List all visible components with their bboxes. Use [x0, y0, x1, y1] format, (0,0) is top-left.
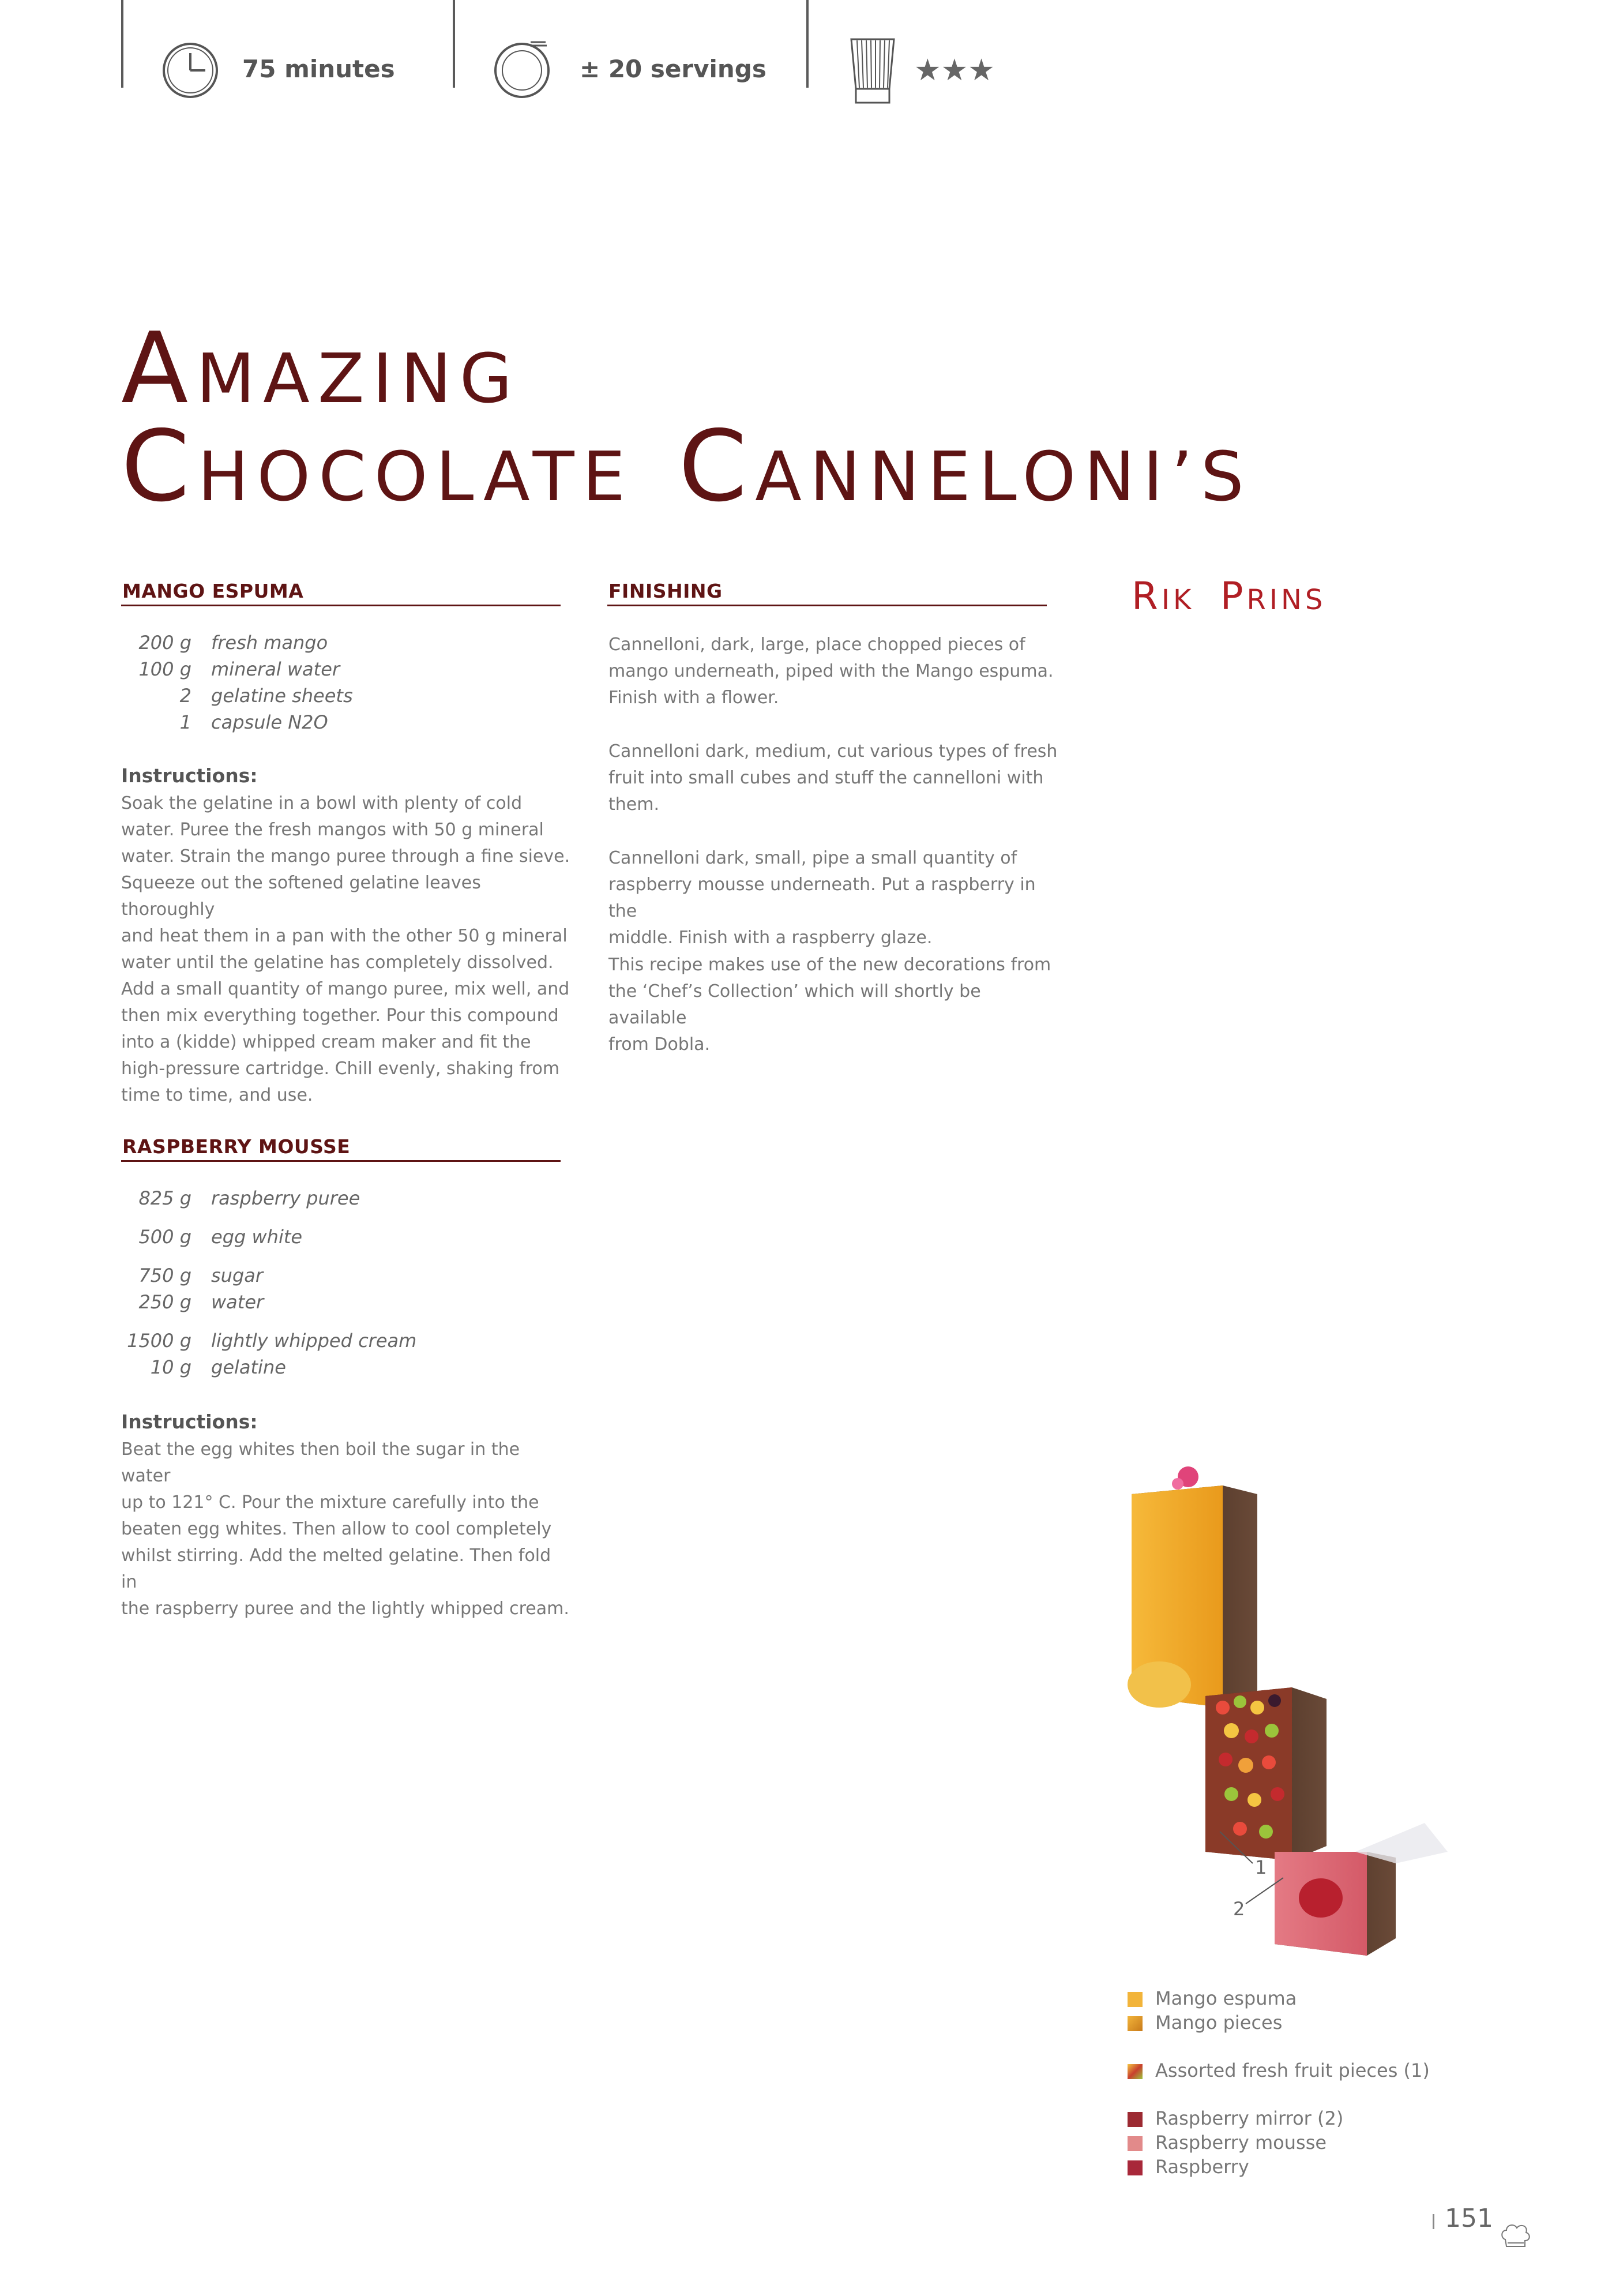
legend-swatch: [1128, 2160, 1143, 2175]
recipe-title-line-1: AMAZING: [121, 312, 521, 426]
legend-swatch: [1128, 1992, 1143, 2007]
cannelloni-photo: [1125, 1454, 1528, 1973]
legend-swatch: [1128, 2112, 1143, 2127]
legend-swatch: [1128, 2136, 1143, 2151]
header-divider-1: [121, 0, 123, 88]
raspberry-instructions-text: Beat the egg whites then boil the sugar in the water up to 121° C. Pour the mixture carefully into the beaten egg whites. Then allow to cool completely whilst stirring. Add the melted gelatine. Then fold in the raspberry puree and the lightly whipped cream.: [121, 1439, 569, 1619]
finishing-paragraph-1: Cannelloni, dark, large, place chopped pieces of mango underneath, piped with the Mango espuma. Finish with a flower.: [608, 635, 1054, 708]
mango-ingredients: 200 g fresh mango 100 g mineral water 2 gelatine sheets 1 capsule N2O: [138, 632, 353, 733]
raspberry-ingredients: 825 g raspberry puree 500 g egg white 750 g sugar 250 g water 1500 g lightly whipped cream 10 g gelatine: [127, 1187, 417, 1378]
finishing-heading-rule: [607, 605, 1047, 606]
large-cannelloni: [1128, 1466, 1257, 1708]
chef-hat-small-icon: [1500, 2222, 1532, 2251]
finishing-heading: FINISHING: [608, 580, 723, 602]
finishing-paragraph-4: This recipe makes use of the new decorations from the ‘Chef’s Collection’ which will shortly be available from Dobla.: [608, 955, 1051, 1055]
legend-swatch: [1128, 2016, 1143, 2031]
raspberry-instructions-label: Instructions:: [121, 1410, 258, 1433]
recipe-title-line-2: CHOCOLATE CANNELONI’S: [121, 410, 1252, 524]
difficulty-stars: ★★★: [914, 53, 995, 88]
clock-icon: [160, 40, 220, 100]
raspberry-heading-rule: [121, 1160, 561, 1162]
servings: ± 20 servings: [580, 55, 766, 83]
header-divider-2: [453, 0, 455, 88]
mango-instructions-label: Instructions:: [121, 764, 258, 787]
chef-hat-icon: [848, 36, 897, 105]
page-number-divider: [1433, 2214, 1434, 2229]
mango-espuma-heading: MANGO ESPUMA: [122, 580, 304, 602]
prep-time: 75 minutes: [242, 55, 395, 83]
finishing-paragraph-2: Cannelloni dark, medium, cut various types of fresh fruit into small cubes and stuff the cannelloni with them.: [608, 741, 1058, 815]
finishing-paragraph-3: Cannelloni dark, small, pipe a small quantity of raspberry mousse underneath. Put a raspberry in the middle. Finish with a raspberry glaze.: [608, 848, 1036, 948]
mango-heading-rule: [121, 605, 561, 606]
raspberry-mousse-heading: RASPBERRY MOUSSE: [122, 1135, 351, 1158]
page-number: 151: [1445, 2204, 1493, 2233]
header-divider-3: [806, 0, 809, 88]
mango-instructions-text: Soak the gelatine in a bowl with plenty of cold water. Puree the fresh mangos with 50 g mineral water. Strain the mango puree through a fine sieve. Squeeze out the softened gelatine leaves thoroughly and heat them in a pan with the other 50 g mineral water until the gelatine has completely dissolved. Add a small quantity of mango puree, mix well, and then mix everything together. Pour this compound into a (kidde) whipped cream maker and fit the high-pressure cartridge. Chill evenly, shaking from time to time, and use.: [121, 793, 570, 1105]
legend-swatch: [1128, 2064, 1143, 2079]
plate-icon: [490, 37, 554, 101]
callout-label-1: 1: [1255, 1856, 1267, 1878]
callout-label-2: 2: [1233, 1898, 1245, 1920]
author-name: RIK PRINS: [1132, 574, 1327, 618]
